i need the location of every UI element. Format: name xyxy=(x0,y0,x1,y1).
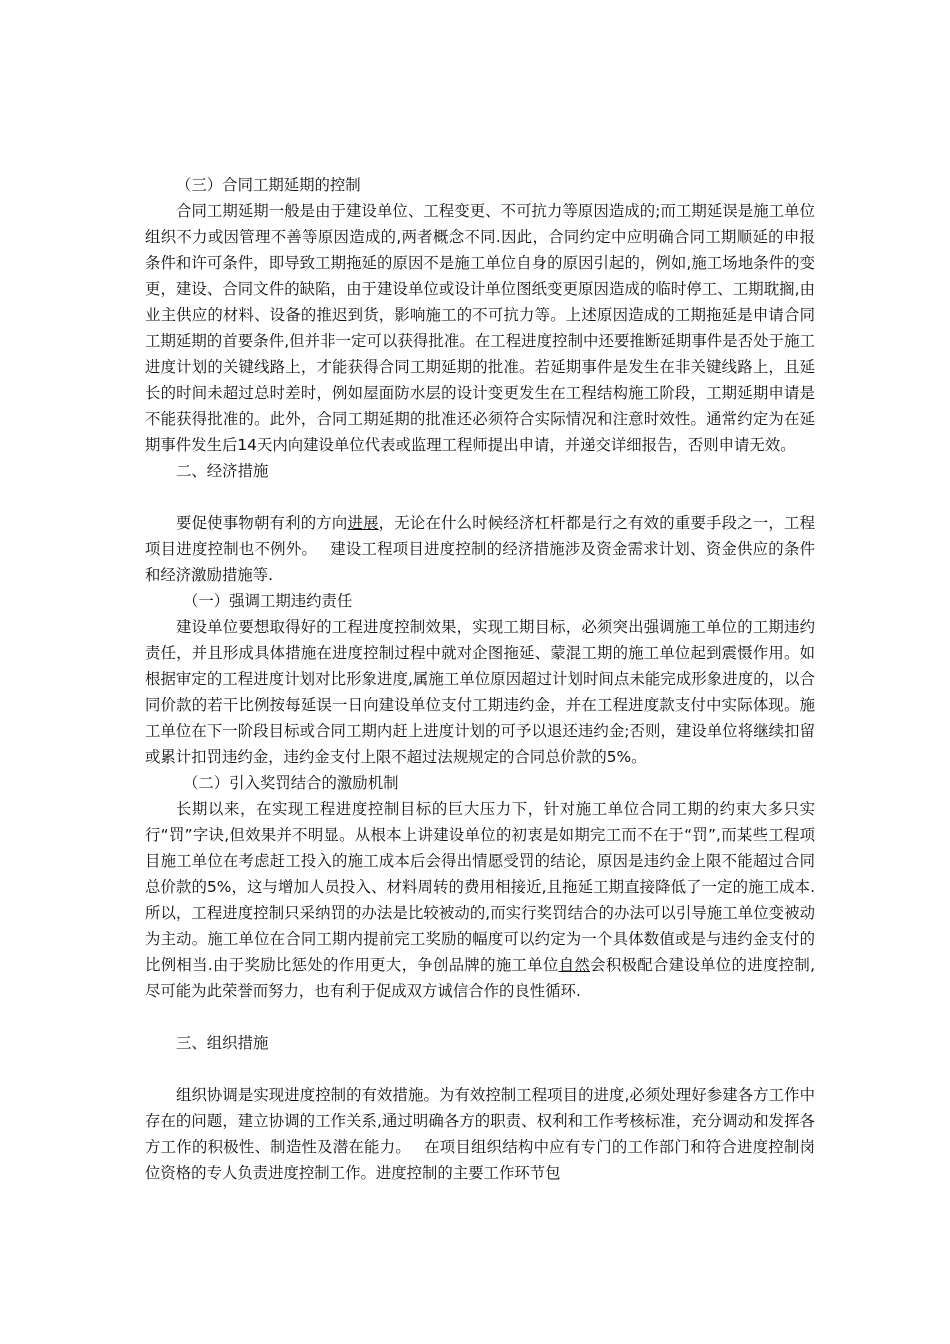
blank-line xyxy=(145,1004,815,1030)
section-heading-organizational-measures: 三、组织措施 xyxy=(176,1034,269,1052)
paragraph-delay-liability: 建设单位要想取得好的工程进度控制效果，实现工期目标，必须突出强调施工单位的工期违约责任，并且形成具体措施在进度控制过程中就对企图拖延、蒙混工期的施工单位起到震慑作用。如根据审定的工程进度计划对比形象进度,属施工单位原因超过计划时间点未能完成形象进度的，以合同价款的若干比例按每延误一日向建设单位支付工期违约金，并在工程进度款支付中实际体现。施工单位在下一阶段目标或合同工期内赶上进度计划的可予以退还违约金;否则，建设单位将继续扣留或累计扣罚违约金，违约金支付上限不超过法规规定的合同总价款的5%。 xyxy=(145,618,815,766)
link-naturally[interactable]: 自然 xyxy=(558,956,591,974)
paragraph-text: 会积极配合建设单位的进度控制,尽可能为此荣誉而努力，也有利于促成双方诚信合作的良性循环. xyxy=(145,956,815,1000)
subsection-heading-incentive-mechanism: （二）引入奖罚结合的激励机制 xyxy=(183,774,399,792)
link-progress[interactable]: 进展 xyxy=(347,514,379,532)
paragraph-incentive-mechanism xyxy=(145,796,815,1004)
blank-line xyxy=(145,484,815,510)
subsection-heading-delay-liability: （一）强调工期违约责任 xyxy=(183,592,353,610)
paragraph-text: ，无论在什么时候经济杠杆都是行之有效的重要手段之一，工程项目进度控制也不例外。 建设工程项目进度控制的经济措施涉及资金需求计划、资金供应的条件和经济激励措施等. xyxy=(145,514,815,584)
section-heading-contract-extension: （三）合同工期延期的控制 xyxy=(176,176,361,194)
paragraph-contract-extension: 合同工期延期一般是由于建设单位、工程变更、不可抗力等原因造成的;而工期延误是施工单位组织不力或因管理不善等原因造成的,两者概念不同.因此，合同约定中应明确合同工期顺延的申报条件和许可条件，即导致工期拖延的原因不是施工单位自身的原因引起的，例如,施工场地条件的变更，建设、合同文件的缺陷，由于建设单位或设计单位图纸变更原因造成的临时停工、工期耽搁,由业主供应的材料、设备的推迟到货，影响施工的不可抗力等。上述原因造成的工期拖延是申请合同工期延期的首要条件,但并非一定可以获得批准。在工程进度控制中还要推断延期事件是否处于施工进度计划的关键线路上，才能获得合同工期延期的批准。若延期事件是发生在非关键线路上，且延长的时间未超过总时差时，例如屋面防水层的设计变更发生在工程结构施工阶段，工期延期申请是不能获得批准的。此外，合同工期延期的批准还必须符合实际情况和注意时效性。通常约定为在延期事件发生后14天内向建设单位代表或监理工程师提出申请，并递交详细报告，否则申请无效。 xyxy=(145,202,815,454)
paragraph-organizational-measures: 组织协调是实现进度控制的有效措施。为有效控制工程项目的进度,必须处理好参建各方工作中存在的问题，建立协调的工作关系,通过明确各方的职责、权利和工作考核标准，充分调动和发挥各方工作的积极性、制造性及潜在能力。 在项目组织结构中应有专门的工作部门和符合进度控制岗位资格的专人负责进度控制工作。进度控制的主要工作环节包 xyxy=(145,1086,815,1182)
section-heading-economic-measures: 二、经济措施 xyxy=(176,462,269,480)
paragraph-text: 要促使事物朝有利的方向 xyxy=(176,514,348,532)
document-page xyxy=(145,172,815,1186)
blank-line xyxy=(145,1056,815,1082)
paragraph-text: 长期以来，在实现工程进度控制目标的巨大压力下，针对施工单位合同工期的约束大多只实行“罚”字诀,但效果并不明显。从根本上讲建设单位的初衷是如期完工而不在于“罚”,而某些工程项目施工单位在考虑赶工投入的施工成本后会得出情愿受罚的结论，原因是违约金上限不能超过合同总价款的5%，这与增加人员投入、材料周转的费用相接近,且拖延工期直接降低了一定的施工成本.所以，工程进度控制只采纳罚的办法是比较被动的,而实行奖罚结合的办法可以引导施工单位变被动为主动。施工单位在合同工期内提前完工奖励的幅度可以约定为一个具体数值或是与违约金支付的比例相当.由于奖励比惩处的作用更大，争创品牌的施工单位 xyxy=(145,800,815,974)
paragraph-economic-measures xyxy=(145,510,815,588)
